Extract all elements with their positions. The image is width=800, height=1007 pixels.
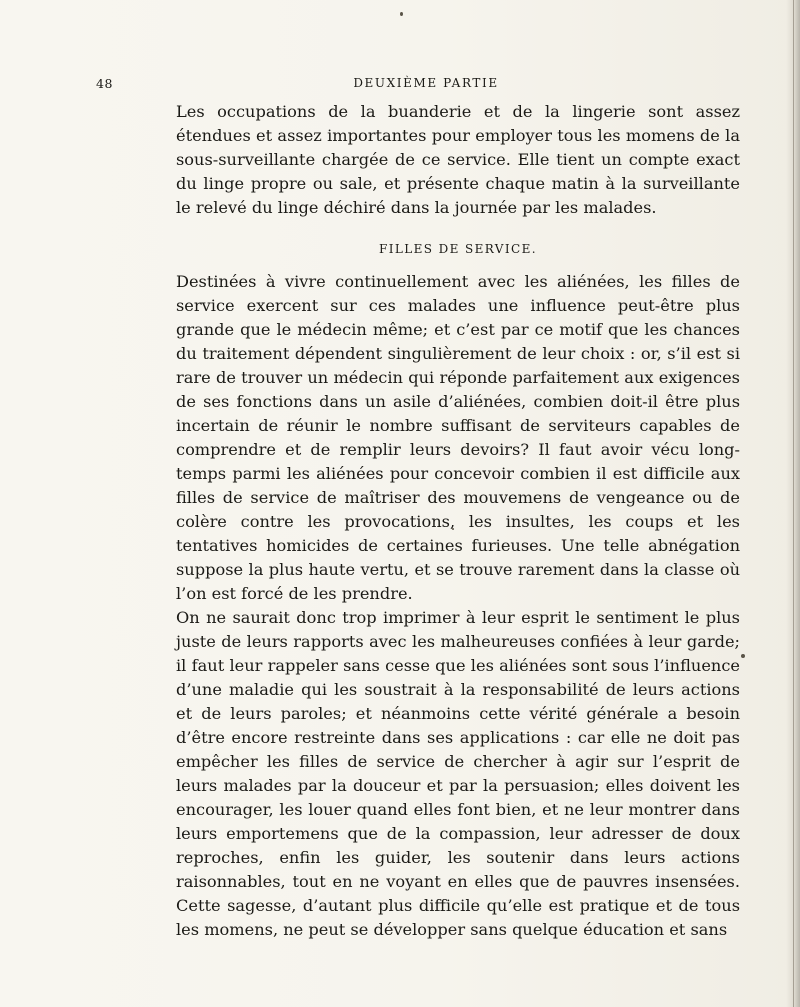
page-header: [96, 76, 722, 96]
running-head: DEUXIÈME PARTIE: [353, 76, 499, 90]
section-heading: FILLES DE SERVICE.: [379, 242, 537, 256]
paragraph-buanderie: Les occupations de la buanderie et de la lingerie sont assez étendues et assez importantes pour employer tous les momens de la sous-surveillante chargée de ce service. Elle tient un compte exact du linge propre ou sale, et présente chaque matin à la surveillante le relevé du linge déchiré dans la journée par les malades.: [176, 102, 740, 217]
page-edge-line: [793, 0, 794, 1007]
paragraph-destinees: Destinées à vivre continuellement avec les aliénées, les filles de service exercent sur ces malades une influence peut-être plus grande que le médecin même; et c’est par ce motif que les chances du traitement dépendent singulièrement de leur choix : or, s’il est si rare de trouver un médecin qui réponde parfaitement aux exigences de ses fonctions dans un asile d’aliénées, combien doit-il être plus incertain de réunir le nombre suffisant de serviteurs capables de comprendre et de remplir leurs devoirs? Il faut avoir vécu long-temps parmi les aliénées pour concevoir combien il est difficile aux filles de service de maîtriser des mouvemens de vengeance ou de colère contre les provocations, les insultes, les coups et les tentatives homicides de certaines furieuses. Une telle abnégation suppose la plus haute vertu, et se trouve rarement dans la classe où l’on est forcé de les prendre.: [176, 272, 740, 603]
paper-speck: [400, 12, 403, 16]
body-text: [176, 100, 740, 942]
page-number: 48: [96, 76, 113, 91]
paper-speck: [741, 654, 745, 658]
paragraph-on-ne-saurait: On ne saurait donc trop imprimer à leur esprit le sentiment le plus juste de leurs rapports avec les malheureuses confiées à leur garde; il faut leur rappeler sans cesse que les aliénées sont sous l’influence d’une maladie qui les soustrait à la responsabilité de leurs actions et de leurs paroles; et néanmoins cette vérité générale a besoin d’être encore restreinte dans ses applications : car elle ne doit pas empêcher les filles de service de chercher à agir sur l’esprit de leurs malades par la douceur et par la persuasion; elles doivent les encourager, les louer quand elles font bien, et ne leur montrer dans leurs emportemens que de la compassion, leur adresser de doux reproches, enfin les guider, les soutenir dans leurs actions raisonnables, tout en ne voyant en elles que de pauvres insensées. Cette sagesse, d’autant plus difficile qu’elle est pratique et de tous les momens, ne peut se développer sans quelque éducation et sans: [176, 608, 740, 939]
